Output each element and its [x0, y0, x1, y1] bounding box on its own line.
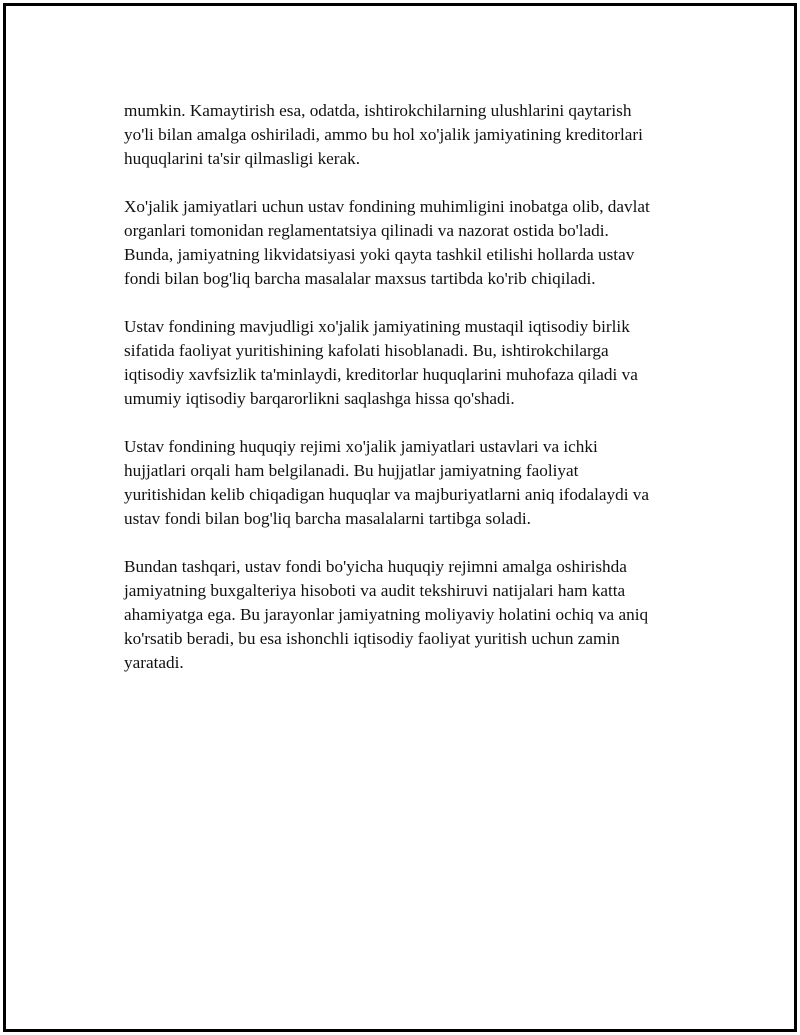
text-line: fondi bilan bog'liq barcha masalalar maxsus tartibda ko'rib chiqiladi. — [124, 269, 596, 288]
text-line: yaratadi. — [124, 653, 184, 672]
text-line: umumiy iqtisodiy barqarorlikni saqlashga hissa qo'shadi. — [124, 389, 515, 408]
text-line: mumkin. Kamaytirish esa, odatda, ishtirokchilarning ulushlarini qaytarish — [124, 101, 632, 120]
text-line: huquqlarini ta'sir qilmasligi kerak. — [124, 149, 361, 168]
page-frame — [3, 3, 797, 1032]
text-line: sifatida faoliyat yuritishining kafolati hisoblanadi. Bu, ishtirokchilarga — [124, 341, 609, 360]
paragraph — [124, 195, 699, 291]
paragraph — [124, 435, 699, 531]
document-body — [124, 99, 699, 699]
text-line: ustav fondi bilan bog'liq barcha masalalarni tartibga soladi. — [124, 509, 531, 528]
text-line: yo'li bilan amalga oshiriladi, ammo bu hol xo'jalik jamiyatining kreditorlari — [124, 125, 643, 144]
text-line: ahamiyatga ega. Bu jarayonlar jamiyatning moliyaviy holatini ochiq va aniq — [124, 605, 649, 624]
text-line: hujjatlari orqali ham belgilanadi. Bu hujjatlar jamiyatning faoliyat — [124, 461, 579, 480]
paragraph — [124, 99, 699, 171]
text-line: yuritishidan kelib chiqadigan huquqlar va majburiyatlarni aniq ifodalaydi va — [124, 485, 650, 504]
text-line: iqtisodiy xavfsizlik ta'minlaydi, kreditorlar huquqlarini muhofaza qiladi va — [124, 365, 638, 384]
text-line: Xo'jalik jamiyatlari uchun ustav fondining muhimligini inobatga olib, davlat — [124, 197, 650, 216]
text-line: Ustav fondining mavjudligi xo'jalik jamiyatining mustaqil iqtisodiy birlik — [124, 317, 630, 336]
text-line: Ustav fondining huquqiy rejimi xo'jalik jamiyatlari ustavlari va ichki — [124, 437, 598, 456]
text-line: organlari tomonidan reglamentatsiya qilinadi va nazorat ostida bo'ladi. — [124, 221, 609, 240]
text-line: jamiyatning buxgalteriya hisoboti va audit tekshiruvi natijalari ham katta — [124, 581, 626, 600]
paragraph — [124, 315, 699, 411]
paragraph — [124, 555, 699, 675]
text-line: Bundan tashqari, ustav fondi bo'yicha huquqiy rejimni amalga oshirishda — [124, 557, 627, 576]
text-line: Bunda, jamiyatning likvidatsiyasi yoki qayta tashkil etilishi hollarda ustav — [124, 245, 635, 264]
text-line: ko'rsatib beradi, bu esa ishonchli iqtisodiy faoliyat yuritish uchun zamin — [124, 629, 620, 648]
